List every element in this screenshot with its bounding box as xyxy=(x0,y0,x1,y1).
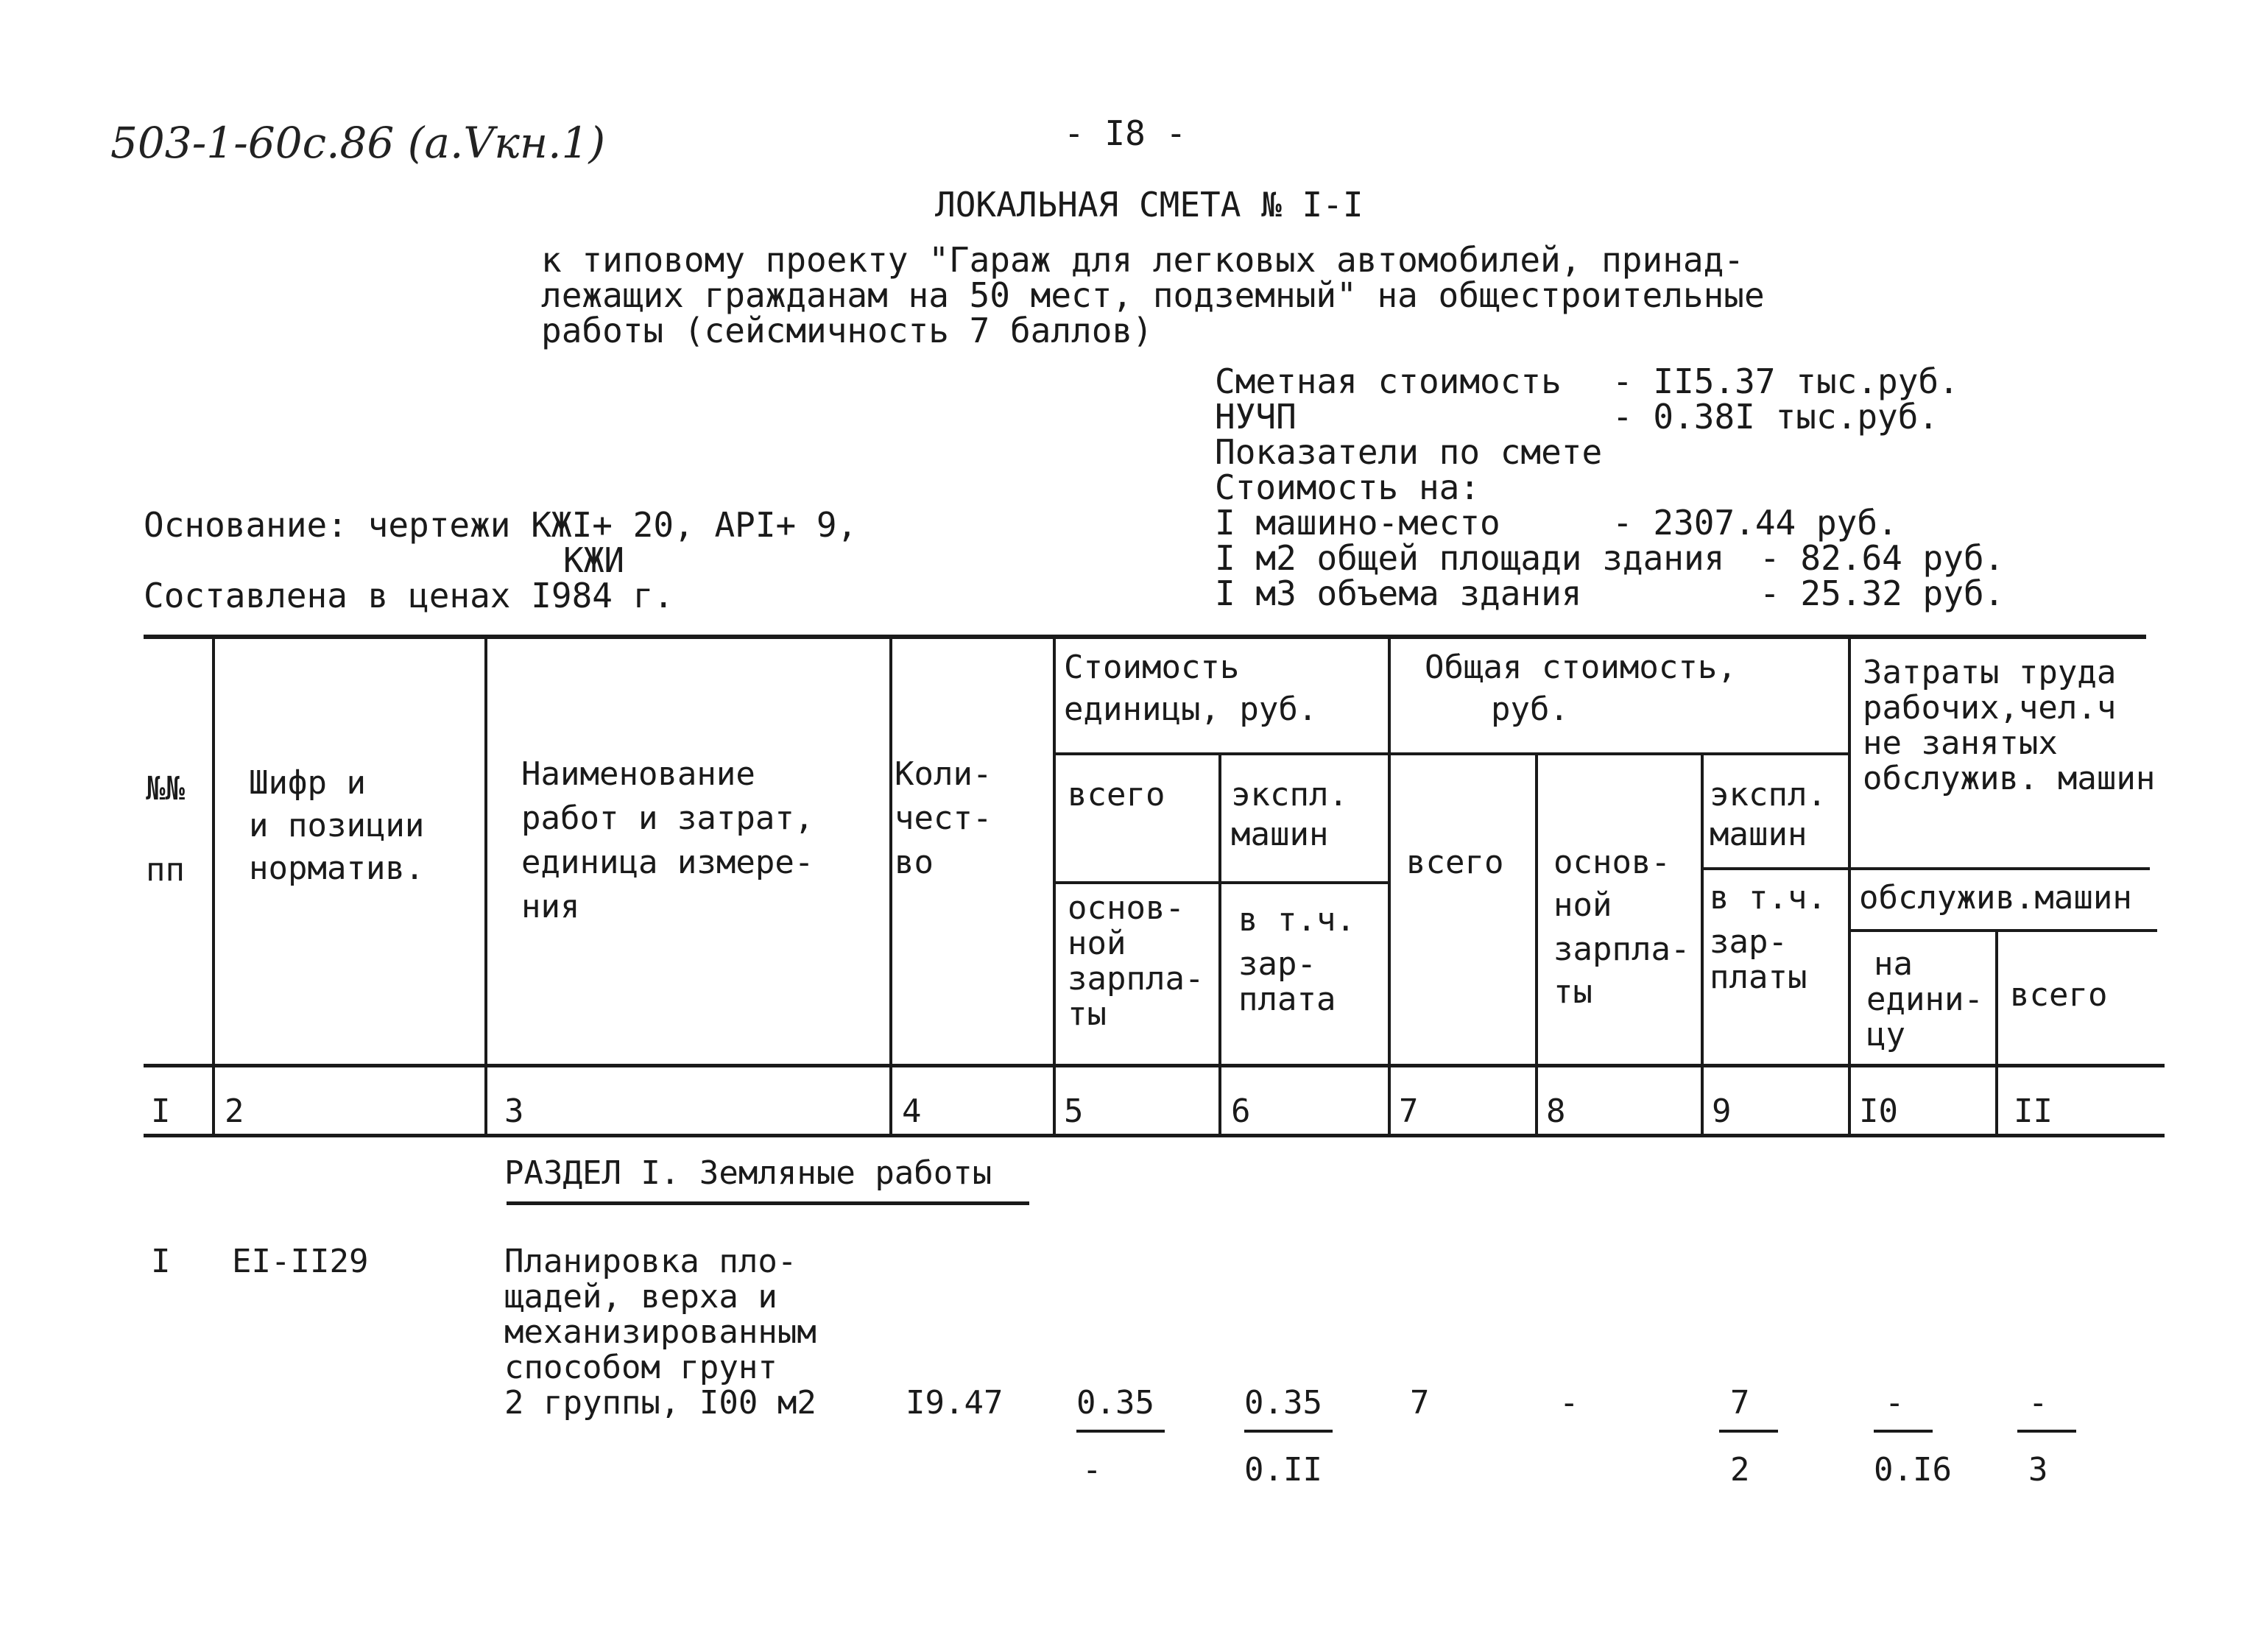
header-qty-3: во xyxy=(895,844,934,881)
table-top-rule xyxy=(144,635,2146,639)
col-divider-8 xyxy=(1701,752,1704,1134)
header-unit-wage-1: основ- xyxy=(1068,889,1185,927)
col-divider-2 xyxy=(484,639,487,1134)
header-unit-mach-2: машин xyxy=(1231,816,1329,853)
subtitle-line-3: работы (сейсмичность 7 баллов) xyxy=(541,311,1153,350)
col-number-4: 4 xyxy=(902,1092,922,1130)
col-divider-6 xyxy=(1388,639,1391,1134)
row-unit-mach: 0.35 xyxy=(1244,1384,1322,1422)
header-unit-mach-1: экспл. xyxy=(1231,776,1348,813)
page-number: - I8 - xyxy=(1064,113,1187,153)
unit-cost-mid-rule xyxy=(1053,881,1388,884)
header-unit-wage-3: зарпла- xyxy=(1068,960,1204,998)
indicators-label: Показатели по смете xyxy=(1215,432,1603,472)
numbers-bottom-rule xyxy=(144,1134,2165,1137)
per-place-label: I машино-место xyxy=(1215,503,1500,543)
row-labor-per-unit: 0.I6 xyxy=(1874,1451,1952,1489)
header-unit-incl-1: в т.ч. xyxy=(1238,901,1355,939)
row-labor-total-top: - xyxy=(2028,1384,2048,1422)
labor-mid-rule xyxy=(1848,867,2150,870)
header-labor-total: всего xyxy=(2010,976,2108,1014)
col-number-7: 7 xyxy=(1399,1092,1419,1130)
header-total-mach-2: машин xyxy=(1710,816,1807,853)
row-labor-unit-underline xyxy=(1874,1430,1933,1433)
basis-prices: Составлена в ценах I984 г. xyxy=(144,576,674,615)
subtitle-line-1: к типовому проекту "Гараж для легковых автомобилей, принад- xyxy=(541,240,1744,280)
row-total-mach-underline xyxy=(1719,1430,1778,1433)
col-number-1: I xyxy=(151,1092,171,1130)
col-number-3: 3 xyxy=(504,1092,524,1130)
basis-kzhi: КЖИ xyxy=(563,540,625,580)
header-labor-serv: обслужив.машин xyxy=(1859,879,2132,917)
header-num-2: пп xyxy=(146,851,185,889)
header-total-cost-1: Общая стоимость, xyxy=(1425,649,1737,686)
header-total-cost-2: руб. xyxy=(1491,691,1569,728)
col-number-11: II xyxy=(2014,1092,2053,1130)
labor-sub-rule xyxy=(1848,929,2157,932)
row-number: I xyxy=(151,1243,171,1280)
col-number-5: 5 xyxy=(1064,1092,1084,1130)
per-m2-label: I м2 общей площади здания xyxy=(1215,538,1725,578)
header-qty-2: чест- xyxy=(895,799,992,837)
header-labor-1: Затраты труда xyxy=(1863,654,2117,691)
header-name-1: Наименование xyxy=(521,755,755,793)
row-labor-total-underline xyxy=(2017,1430,2076,1433)
row-total-mach-wage: 2 xyxy=(1730,1451,1750,1489)
header-labor-3: не занятых xyxy=(1863,724,2058,762)
header-unit-wage-4: ты xyxy=(1068,995,1107,1033)
header-labor-4: обслужив. машин xyxy=(1863,760,2156,797)
section-title-underline xyxy=(507,1201,1029,1205)
unit-cost-subrule xyxy=(1053,752,1848,755)
header-name-3: единица измере- xyxy=(521,844,814,881)
header-total-mach-1: экспл. xyxy=(1710,776,1827,813)
nuchp-label: НУЧП xyxy=(1215,397,1297,437)
header-total-wage-4: ты xyxy=(1553,973,1592,1011)
col-divider-4 xyxy=(1053,639,1056,1134)
row-unit-total: 0.35 xyxy=(1076,1384,1154,1422)
col-divider-3 xyxy=(889,639,892,1134)
row-code: EI-II29 xyxy=(232,1243,369,1280)
row-name-2: щадей, верха и xyxy=(504,1278,777,1316)
row-unit-base-wage: - xyxy=(1082,1451,1102,1489)
col-divider-1 xyxy=(212,639,215,1134)
row-unit-mach-underline xyxy=(1244,1430,1333,1433)
col-number-8: 8 xyxy=(1546,1092,1566,1130)
row-total-total: 7 xyxy=(1410,1384,1430,1422)
row-name-5: 2 группы, I00 м2 xyxy=(504,1384,816,1422)
header-unit-wage-2: ной xyxy=(1068,925,1126,962)
col-divider-10 xyxy=(1995,929,1998,1134)
header-unit-incl-3: плата xyxy=(1238,981,1336,1018)
header-bottom-rule xyxy=(144,1064,2165,1067)
header-labor-unit-3: цу xyxy=(1866,1016,1905,1053)
subtitle-line-2: лежащих гражданам на 50 мест, подземный" на общестроительные xyxy=(541,275,1765,315)
col-divider-5 xyxy=(1218,752,1221,1134)
section-title: РАЗДЕЛ I. Земляные работы xyxy=(504,1154,992,1192)
header-total-wage-3: зарпла- xyxy=(1553,931,1690,968)
header-labor-unit-2: едини- xyxy=(1866,981,1983,1018)
row-total-mach: 7 xyxy=(1730,1384,1750,1422)
header-labor-unit-1: на xyxy=(1874,945,1913,983)
header-name-4: ния xyxy=(521,888,580,925)
row-name-1: Планировка пло- xyxy=(504,1243,797,1280)
header-code-2: и позиции xyxy=(249,807,425,844)
header-code-3: норматив. xyxy=(249,850,425,887)
handwritten-code: 503-1-60с.86 (а.Vкн.1) xyxy=(110,118,606,168)
header-qty-1: Коли- xyxy=(895,755,992,793)
per-m3-label: I м3 объема здания xyxy=(1215,573,1582,613)
header-num-1: №№ xyxy=(146,770,185,808)
total-mach-mid-rule xyxy=(1701,867,1848,870)
row-labor-unit-top: - xyxy=(1885,1384,1905,1422)
row-name-3: механизированным xyxy=(504,1313,816,1351)
header-unit-cost-1: Стоимость xyxy=(1064,649,1240,686)
row-qty: I9.47 xyxy=(906,1384,1003,1422)
col-divider-9 xyxy=(1848,639,1851,1134)
header-unit-incl-2: зар- xyxy=(1238,945,1316,983)
basis-drawings: Основание: чертежи КЖI+ 20, АРI+ 9, xyxy=(144,505,858,545)
col-number-2: 2 xyxy=(225,1092,244,1130)
header-unit-total: всего xyxy=(1068,776,1165,813)
header-total-wage-2: ной xyxy=(1553,886,1612,924)
header-total-incl-3: платы xyxy=(1710,959,1807,996)
per-m2-value: - 82.64 руб. xyxy=(1760,538,2005,578)
col-divider-7 xyxy=(1535,752,1538,1134)
nuchp-value: - 0.38I тыс.руб. xyxy=(1612,397,1939,437)
col-number-6: 6 xyxy=(1231,1092,1251,1130)
header-total-wage-1: основ- xyxy=(1553,844,1671,881)
row-unit-mach-wage: 0.II xyxy=(1244,1451,1322,1489)
per-place-value: - 2307.44 руб. xyxy=(1612,503,1898,543)
row-name-4: способом грунт xyxy=(504,1349,777,1386)
page-title: ЛОКАЛЬНАЯ СМЕТА № I-I xyxy=(935,185,1364,225)
col-number-9: 9 xyxy=(1712,1092,1732,1130)
cost-per-label: Стоимость на: xyxy=(1215,467,1481,507)
header-total-incl-1: в т.ч. xyxy=(1710,879,1827,917)
header-total-total: всего xyxy=(1406,844,1504,881)
header-total-incl-2: зар- xyxy=(1710,923,1788,961)
col-number-10: I0 xyxy=(1859,1092,1898,1130)
row-labor-total: 3 xyxy=(2028,1451,2048,1489)
header-name-2: работ и затрат, xyxy=(521,799,814,837)
header-code-1: Шифр и xyxy=(249,764,366,802)
estimated-cost-value: - II5.37 тыс.руб. xyxy=(1612,361,1959,401)
estimated-cost-label: Сметная стоимость xyxy=(1215,361,1562,401)
row-unit-total-underline xyxy=(1076,1430,1165,1433)
header-unit-cost-2: единицы, руб. xyxy=(1064,691,1318,728)
row-total-base-wage: - xyxy=(1559,1384,1579,1422)
per-m3-value: - 25.32 руб. xyxy=(1760,573,2005,613)
header-labor-2: рабочих,чел.ч xyxy=(1863,689,2117,727)
